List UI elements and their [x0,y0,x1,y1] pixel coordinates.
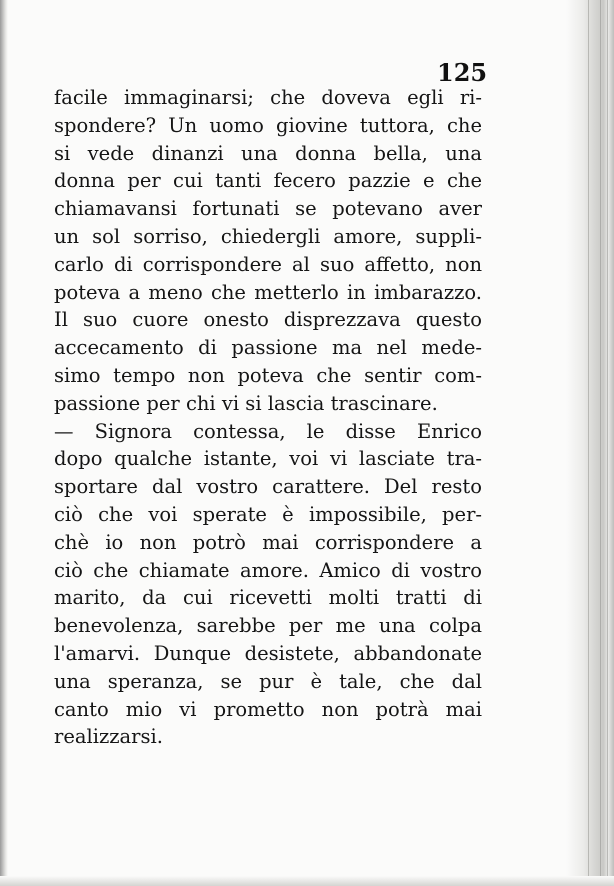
page-edge-line [588,0,589,886]
page-edge-line [600,0,601,886]
text-line: benevolenza, sarebbe per me una colpa [54,614,482,638]
text-line: donna per cui tanti fecero pazzie e che [54,169,482,193]
text-line: realizzarsi. [54,725,163,749]
text-line: dopo qualche istante, voi vi lasciate tra- [54,447,482,471]
page-number: 125 [437,58,488,87]
text-line: sportare dal vostro carattere. Del resto [54,475,482,499]
text-line: chè io non potrò mai corrispondere a [54,530,482,554]
text-line: passione per chi vi si lascia trascinare. [54,391,438,415]
text-line: canto mio vi prometto non potrà mai [54,697,482,721]
text-line: marito, da cui ricevetti molti tratti di [54,586,482,610]
text-line: Il suo cuore onesto disprezzava questo [54,308,482,332]
text-line: una speranza, se pur è tale, che dal [54,669,482,693]
text-line: si vede dinanzi una donna bella, una [54,141,482,165]
text-line: ciò che voi sperate è impossibile, per- [54,502,482,526]
page-left-edge [0,0,8,886]
page-edge-line [607,0,608,886]
text-line: carlo di corrispondere al suo affetto, non [54,252,482,276]
text-line: poteva a meno che metterlo in imbarazzo. [54,280,482,304]
page-bottom-edge [0,876,614,886]
text-line: ciò che chiamate amore. Amico di vostro [54,558,482,582]
text-line: un sol sorriso, chiedergli amore, suppli- [54,224,482,248]
text-line: simo tempo non poteva che sentir com- [54,363,482,387]
text-line: accecamento di passione ma nel mede- [54,336,482,360]
page-right-edge [566,0,614,886]
text-line: chiamavansi fortunati se potevano aver [54,197,482,221]
text-line: l'amarvi. Dunque desistete, abbandonate [54,641,482,665]
body-text [54,84,482,751]
text-line: — Signora contessa, le disse Enrico [54,419,482,443]
text-line: facile immaginarsi; che doveva egli ri- [54,86,482,109]
text-line: spondere? Un uomo giovine tuttora, che [54,113,482,137]
